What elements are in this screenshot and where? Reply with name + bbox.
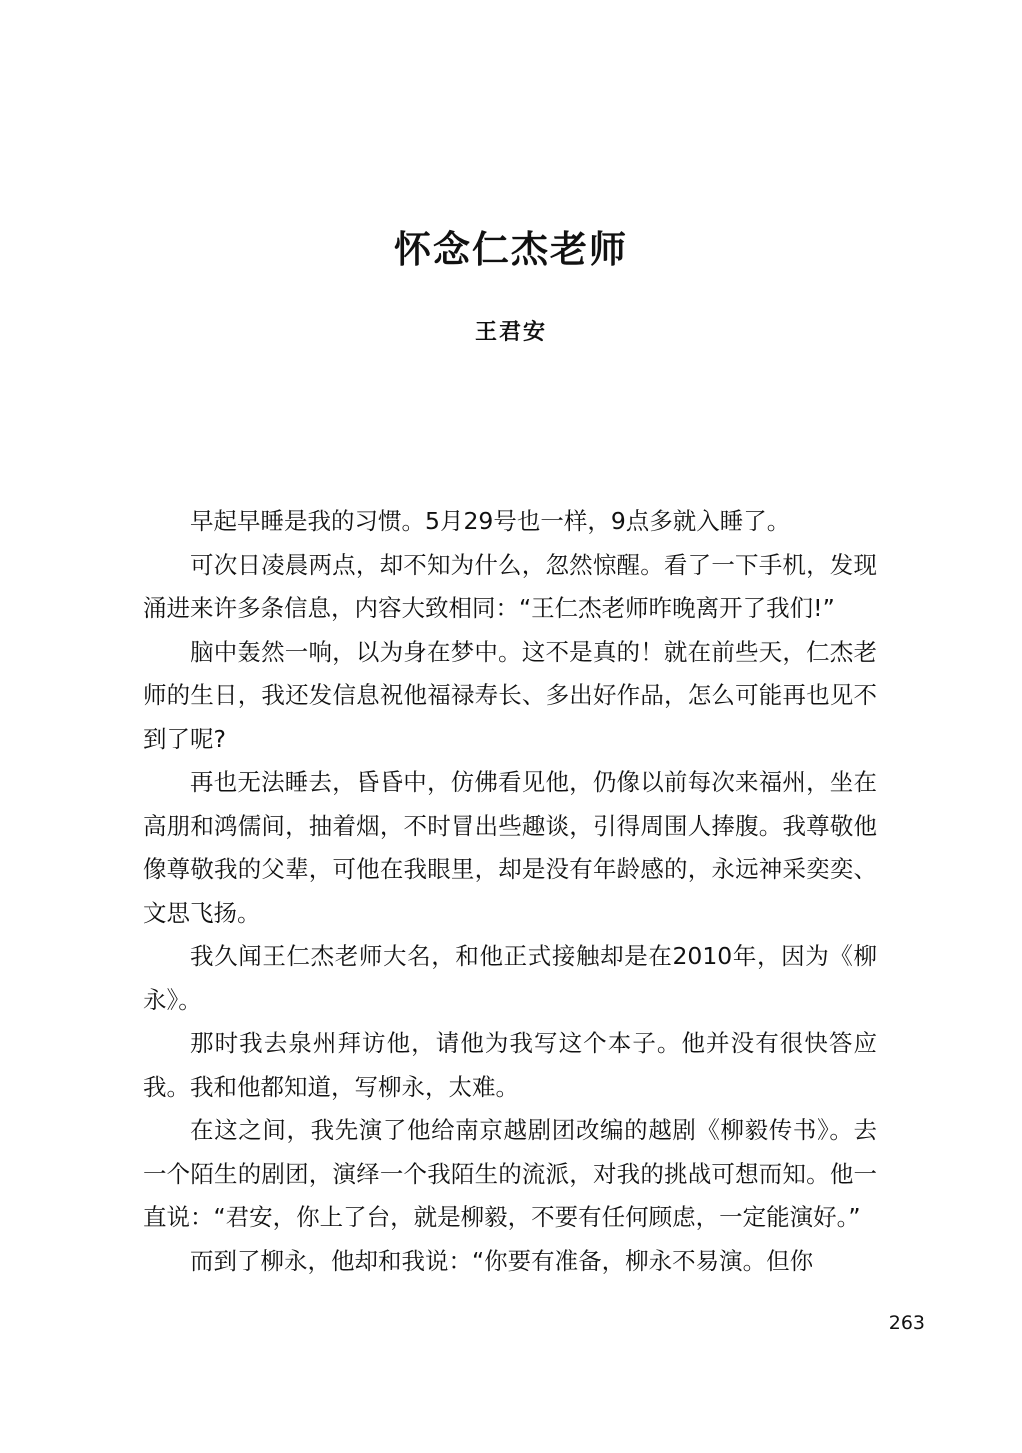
paragraph: 脑中轰然一响，以为身在梦中。这不是真的！就在前些天，仁杰老师的生日，我还发信息祝他福禄寿长、多出好作品，怎么可能再也见不到了呢? xyxy=(143,637,877,753)
paragraph: 在这之间，我先演了他给南京越剧团改编的越剧《柳毅传书》。去一个陌生的剧团，演绎一个我陌生的流派，对我的挑战可想而知。他一直说：“君安，你上了台，就是柳毅，不要有任何顾虑，一定能演好。” xyxy=(143,1116,877,1231)
paragraph: 早起早睡是我的习惯。5月29号也一样，9点多就入睡了。 xyxy=(190,507,791,535)
paragraph: 再也无法睡去，昏昏中，仿佛看见他，仍像以前每次来福州，坐在高朋和鸿儒间，抽着烟，不时冒出些趣谈，引得周围人捧腹。我尊敬他像尊敬我的父辈，可他在我眼里，却是没有年龄感的，永远神采奕奕、文思飞扬。 xyxy=(143,768,877,927)
article-title: 怀念仁杰老师 xyxy=(394,228,628,271)
paragraph: 可次日凌晨两点，却不知为什么，忽然惊醒。看了一下手机，发现涌进来许多条信息，内容大致相同：“王仁杰老师昨晚离开了我们!” xyxy=(143,550,877,622)
article-body xyxy=(143,500,877,1283)
article-author: 王君安 xyxy=(474,320,547,345)
paragraph: 而到了柳永，他却和我说：“你要有准备，柳永不易演。但你 xyxy=(190,1246,814,1275)
paragraph: 我久闻王仁杰老师大名，和他正式接触却是在2010年，因为《柳永》。 xyxy=(143,942,877,1014)
paragraph: 那时我去泉州拜访他，请他为我写这个本子。他并没有很快答应我。我和他都知道，写柳永，太难。 xyxy=(143,1029,877,1101)
page-number: 263 xyxy=(888,1312,925,1334)
